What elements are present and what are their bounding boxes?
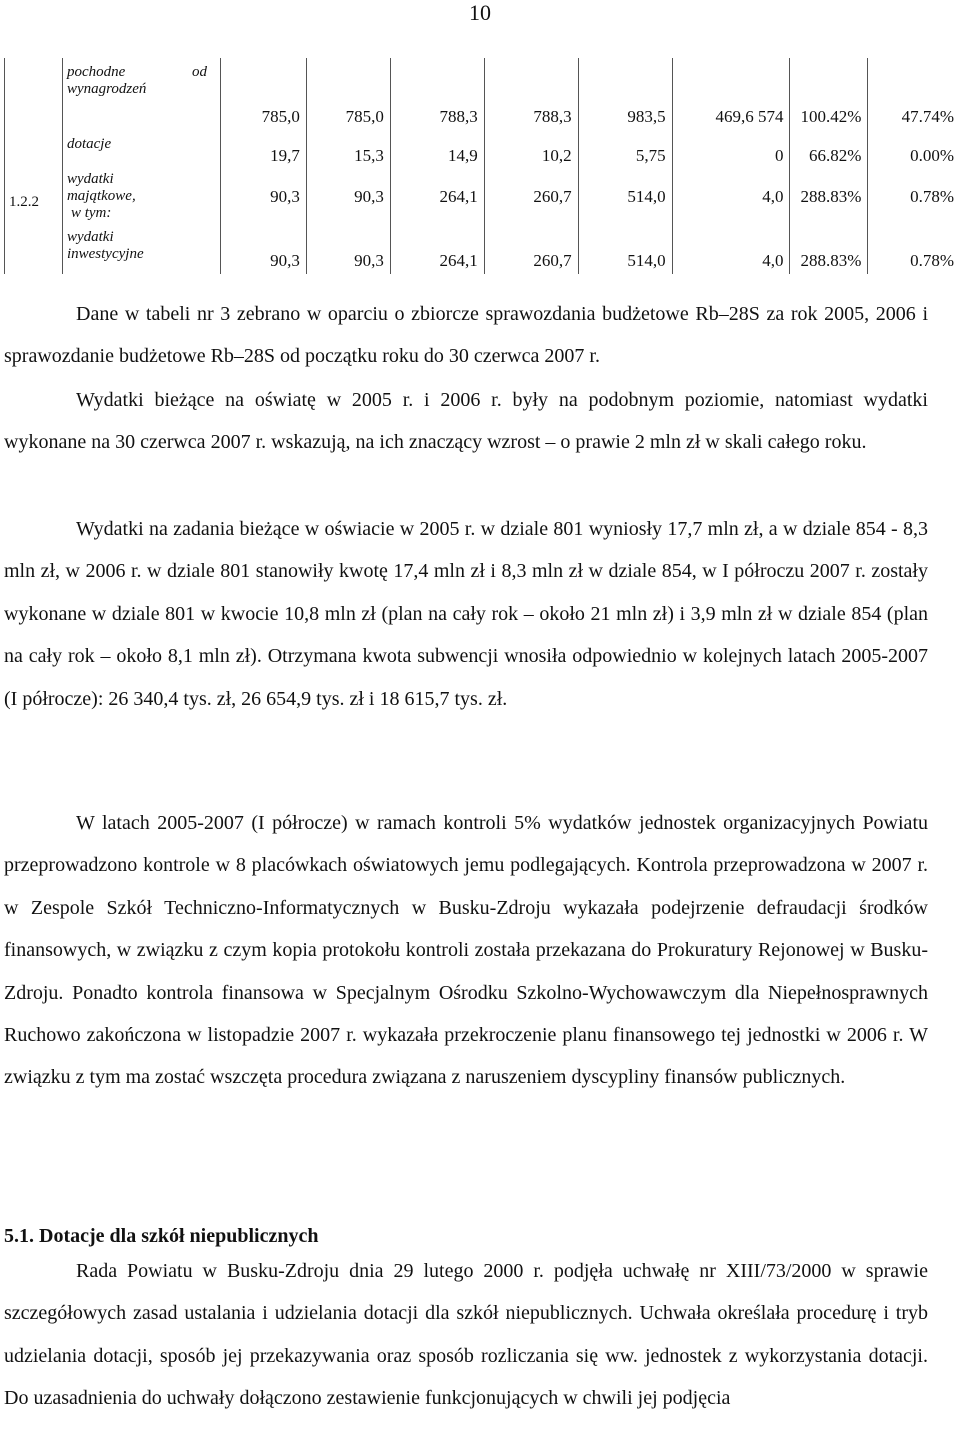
heading-number: 5.1. — [4, 1225, 34, 1247]
row-label: wydatki — [66, 229, 114, 245]
expenditure-table — [4, 58, 960, 274]
paragraph-audits: W latach 2005-2007 (I półrocze) w ramach kontroli 5% wydatków jednostek organizacyjnych Powiatu przeprowadzono kontrole w 8 placówkach oświatowych jemu podlegających. Kontrola przeprowadzona w 2007 r. w Zespole Szkół Techniczno-Informatycznych w Busku-Zdroju wykazała podejrzenie defraudacji środków finansowych, w związku z czym kopia protokołu kontroli została przekazana do Prokuratury Rejonowej w Busku-Zdroju. Ponadto kontrola finansowa w Specjalnym Ośrodku Szkolno-Wychowawczym dla Niepełnosprawnych Ruchowo zakończona w listopadzie 2007 r. wykazała przekroczenie planu finansowego tej jednostki w 2006 r. W związku z tym ma zostać wszczęta procedura związana z naruszeniem dyscypliny finansów publicznych. — [4, 812, 928, 1089]
section-heading — [4, 1222, 318, 1250]
table-cell: 983,5 — [578, 58, 672, 130]
table-cell: 0.00% — [868, 130, 960, 169]
table-cell: 19,7 — [220, 130, 306, 169]
table-cell: 0.78% — [868, 169, 960, 227]
row-label: dotacje — [66, 136, 112, 152]
heading-title: Dotacje dla szkół niepublicznych — [39, 1225, 319, 1247]
table-cell: 4,0 — [672, 169, 790, 227]
table-cell: 260,7 — [484, 169, 578, 227]
page-number: 10 — [469, 0, 491, 25]
table-cell: 15,3 — [306, 130, 390, 169]
row-label: wynagrodzeń — [66, 81, 147, 97]
table-cell: 288.83% — [790, 227, 868, 274]
table-cell: 14,9 — [390, 130, 484, 169]
table-cell: 10,2 — [484, 130, 578, 169]
table-row — [5, 169, 960, 227]
row-label: pochodne — [66, 64, 126, 80]
table-cell: 288.83% — [790, 169, 868, 227]
table-cell: 469,6 574 — [672, 58, 790, 130]
table-cell: 514,0 — [578, 169, 672, 227]
paragraph-current-expenses: Wydatki bieżące na oświatę w 2005 r. i 2006 r. były na podobnym poziomie, natomiast wydatki wykonane na 30 czerwca 2007 r. wskazują, na ich znaczący wzrost – o prawie 2 mln zł w skali całego roku. — [4, 389, 928, 454]
table-cell: 260,7 — [484, 227, 578, 274]
table-cell: 0 — [672, 130, 790, 169]
table-cell: 4,0 — [672, 227, 790, 274]
table-cell: 5,75 — [578, 130, 672, 169]
table-row — [5, 227, 960, 274]
table-cell: 90,3 — [306, 169, 390, 227]
table-cell: 785,0 — [306, 58, 390, 130]
table-row — [5, 58, 960, 130]
row-label: wydatki — [66, 171, 114, 187]
table-cell: 90,3 — [220, 169, 306, 227]
table-row — [5, 130, 960, 169]
table-cell: 90,3 — [220, 227, 306, 274]
table-cell: 264,1 — [390, 169, 484, 227]
table-cell: 264,1 — [390, 227, 484, 274]
table-cell: 788,3 — [484, 58, 578, 130]
paragraph-data-source: Dane w tabeli nr 3 zebrano w oparciu o zbiorcze sprawozdania budżetowe Rb–28S za rok 2005, 2006 i sprawozdanie budżetowe Rb–28S od początku roku do 30 czerwca 2007 r. — [4, 303, 928, 368]
table-cell: 785,0 — [220, 58, 306, 130]
row-label: inwestycyjne — [66, 246, 144, 262]
row-label: od — [191, 64, 207, 80]
table-cell: 0.78% — [868, 227, 960, 274]
row-label: majątkowe, — [66, 188, 136, 204]
table-cell: 90,3 — [306, 227, 390, 274]
table-cell: 100.42% — [790, 58, 868, 130]
row-label: w tym: — [70, 205, 112, 221]
table-cell: 66.82% — [790, 130, 868, 169]
paragraph-subsidies: Rada Powiatu w Busku-Zdroju dnia 29 lutego 2000 r. podjęła uchwałę nr XIII/73/2000 w sprawie szczegółowych zasad ustalania i udzielania dotacji dla szkół niepublicznych. Uchwała określała procedurę i tryb udzielania dotacji, sposób jej przekazywania oraz sposób rozliczania się ww. jednostek z wykorzystania dotacji. Do uzasadnienia do uchwały dołączono zestawienie funkcjonujących w chwili jej podjęcia — [4, 1260, 928, 1410]
paragraph-education-tasks: Wydatki na zadania bieżące w oświacie w 2005 r. w dziale 801 wyniosły 17,7 mln zł, a w dziale 854 - 8,3 mln zł, w 2006 r. w dziale 801 stanowiły kwotę 17,4 mln zł i 8,3 mln zł w dziale 854, w I półroczu 2007 r. zostały wykonane w dziale 801 w kwocie 10,8 mln zł (plan na cały rok – około 21 mln zł) i 3,9 mln zł w dziale 854 (plan na cały rok – około 8,1 mln zł). Otrzymana kwota subwencji wnosiła odpowiednio w kolejnych latach 2005-2007 (I półrocze): 26 340,4 tys. zł, 26 654,9 tys. zł i 18 615,7 tys. zł. — [4, 518, 928, 710]
table-cell: 514,0 — [578, 227, 672, 274]
section-number: 1.2.2 — [5, 130, 63, 274]
table-cell: 47.74% — [868, 58, 960, 130]
table-cell: 788,3 — [390, 58, 484, 130]
